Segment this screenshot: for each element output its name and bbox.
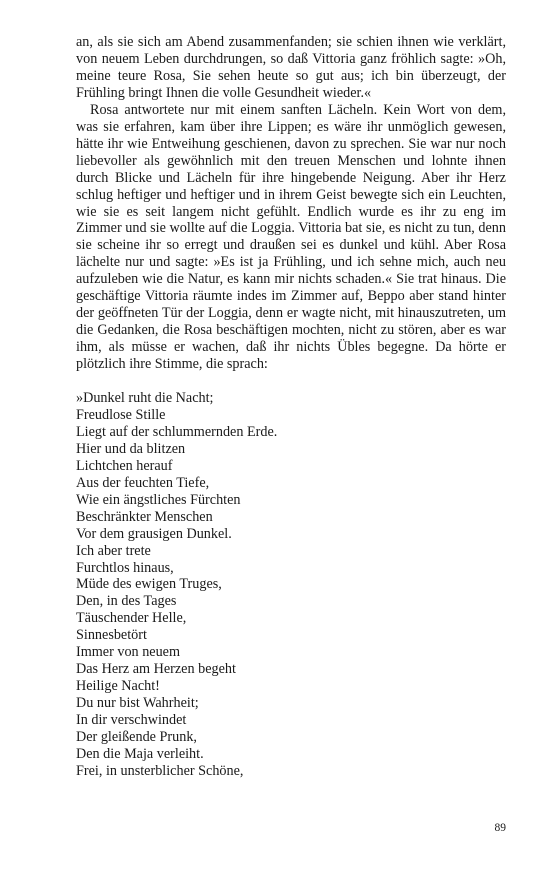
book-page xyxy=(76,34,506,780)
prose-block xyxy=(76,34,506,373)
poem-line: Freudlose Stille xyxy=(76,406,166,423)
poem-line: Immer von neuem xyxy=(76,644,181,661)
poem-line: Sinnesbetört xyxy=(76,627,147,644)
poem-line: Frei, in unsterblicher Schöne, xyxy=(76,762,244,779)
poem-line: Ich aber trete xyxy=(76,542,151,559)
poem-line: Wie ein ängstliches Fürchten xyxy=(76,491,241,508)
paragraph-2: Rosa antwortete nur mit einem sanften Lächeln. Kein Wort von dem, was sie erfahren, kam über ihre Lippen; es wäre ihr unmöglich gewesen, hätte ihr wie Entweihung geschienen, davon zu sprechen. Sie war nur noch liebevoller als gewöhnlich mit den treuen Menschen und lohnte ihnen durch Blicke und Lächeln für ihre hingebende Neigung. Aber ihr Herz schlug heftiger und heftiger und in ihrem Geist bewegte sich ein Leuchten, wie sie es seit langem nicht gefühlt. Endlich wurde es ihr zu eng im Zimmer und sie wollte auf die Loggia. Vittoria bat sie, es nicht zu tun, denn sie scheine ihr so erregt und draußen sei es dunkel und kühl. Aber Rosa lächelte nur und sagte: »Es ist ja Frühling, und ich sehne mich, auch neu aufzuleben wie die Natur, es kann mir nichts schaden.« Sie trat hinaus. Die geschäftige Vittoria räumte indes im Zimmer auf, Beppo aber stand hinter der geöffneten Tür der Loggia, denn er wagte nicht, mit hinauszutreten, um die Gedanken, die Rosa beschäftigen mochten, nicht zu stören, aber es war ihm, als müsse er wachen, daß ihr nichts Übles begegne. Da hörte er plötzlich ihre Stimme, die sprach: xyxy=(76,101,506,373)
page-number: 89 xyxy=(494,822,506,834)
poem-line: Aus der feuchten Tiefe, xyxy=(76,474,210,491)
poem-line: Müde des ewigen Truges, xyxy=(76,576,222,593)
poem-line: Du nur bist Wahrheit; xyxy=(76,695,199,712)
poem-line: Vor dem grausigen Dunkel. xyxy=(76,525,232,542)
poem-line: Hier und da blitzen xyxy=(76,440,186,457)
poem-line: Lichtchen herauf xyxy=(76,457,173,474)
poem-line: Der gleißende Prunk, xyxy=(76,729,197,746)
poem-line: Täuschender Helle, xyxy=(76,610,187,627)
poem-line: Liegt auf der schlummernden Erde. xyxy=(76,423,278,440)
poem-line: »Dunkel ruht die Nacht; xyxy=(76,390,214,406)
poem-line: Furchtlos hinaus, xyxy=(76,559,174,576)
poem-line: In dir verschwindet xyxy=(76,712,187,729)
poem-line: Den die Maja verleiht. xyxy=(76,746,204,763)
poem-line: Das Herz am Herzen begeht xyxy=(76,661,236,678)
paragraph-1: an, als sie sich am Abend zusammenfanden; sie schien ihnen wie verklärt, von neuem Leben durchdrungen, so daß Vittoria ganz fröhlich sagte: »Oh, meine teure Rosa, Sie sehen heute so gut aus; ich bin überzeugt, der Frühling bringt Ihnen die volle Gesundheit wieder.« xyxy=(76,34,506,101)
poem-line: Heilige Nacht! xyxy=(76,678,160,695)
poem-block xyxy=(76,390,506,780)
poem-line: Den, in des Tages xyxy=(76,593,177,610)
poem-line: Beschränkter Menschen xyxy=(76,508,213,525)
